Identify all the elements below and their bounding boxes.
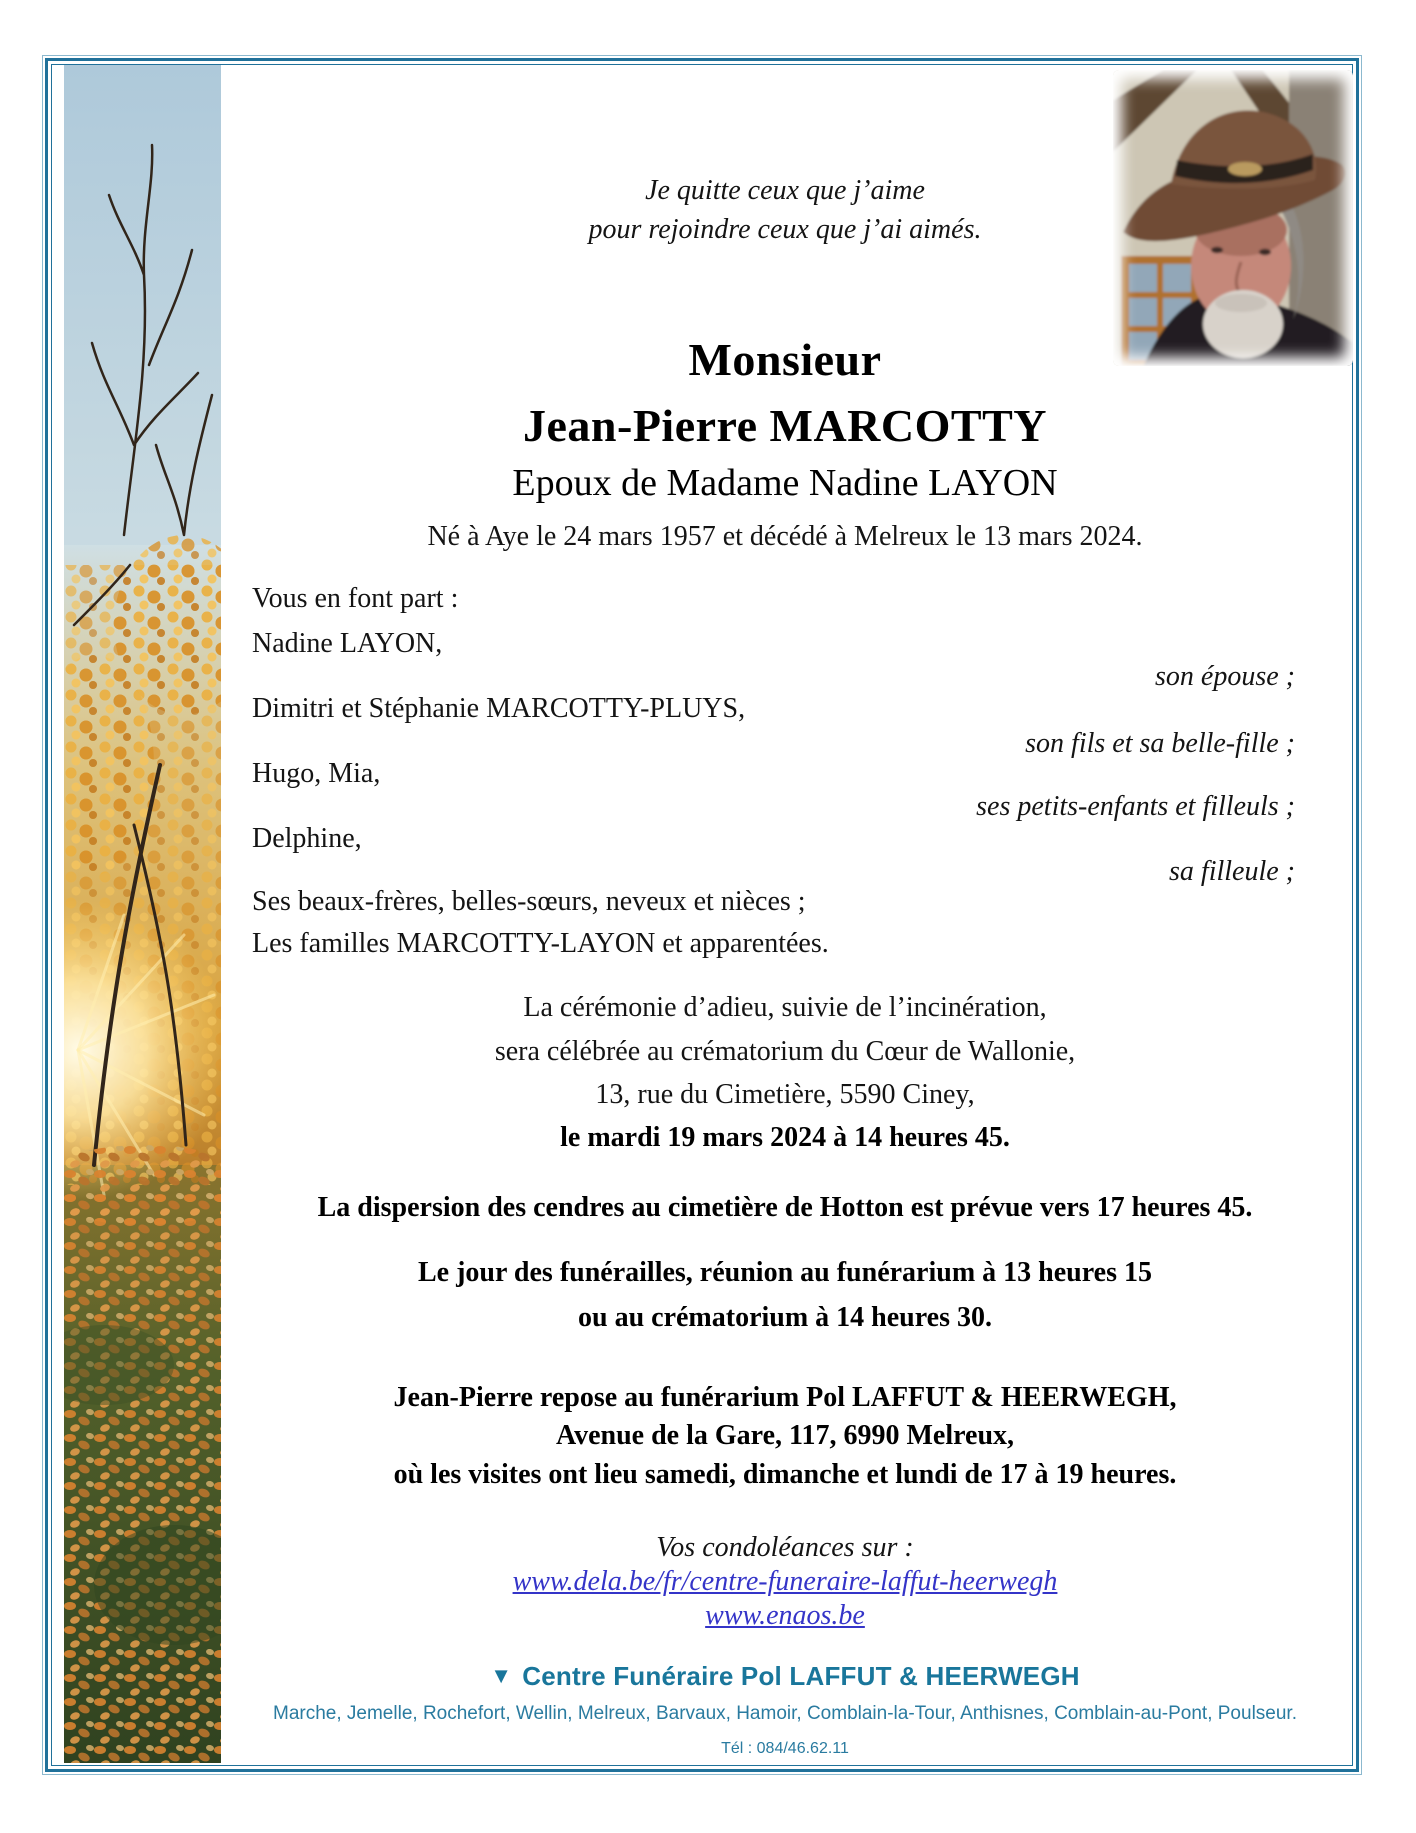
closing-line: Ses beaux-frères, belles-sœurs, neveux et nièces ;: [252, 886, 806, 917]
relative-relation: son épouse ;: [1155, 661, 1295, 692]
funeral-day-line: ou au crématorium à 14 heures 30.: [578, 1302, 992, 1333]
deceased-name: Jean-Pierre MARCOTTY: [523, 400, 1047, 451]
condolences-link-dela[interactable]: www.dela.be/fr/centre-funeraire-laffut-heerwegh: [512, 1566, 1058, 1597]
funeral-home-locations: Marche, Jemelle, Rochefort, Wellin, Melreux, Barvaux, Hamoir, Comblain-la-Tour, Anthisnes, Comblain-au-Pont, Poulseur.: [273, 1703, 1297, 1724]
relative-names: Nadine LAYON,: [252, 628, 443, 659]
repose-line: Jean-Pierre repose au funérarium Pol LAFFUT & HEERWEGH,: [393, 1382, 1177, 1413]
funeral-home-label: Centre Funéraire Pol LAFFUT & HEERWEGH: [522, 1661, 1080, 1691]
spouse-line: Epoux de Madame Nadine LAYON: [512, 462, 1058, 504]
closing-line: Les familles MARCOTTY-LAYON et apparentées.: [252, 928, 829, 959]
autumn-trees-photo: [64, 65, 221, 1765]
ashes-dispersion: La dispersion des cendres au cimetière de Hotton est prévue vers 17 heures 45.: [317, 1192, 1253, 1223]
triangle-down-icon: ▼: [490, 1663, 513, 1688]
autumn-trees-illustration: [64, 65, 221, 1763]
relative-names: Dimitri et Stéphanie MARCOTTY-PLUYS,: [252, 693, 746, 724]
funeral-home-phone: Tél : 084/46.62.11: [721, 1740, 849, 1757]
ceremony-line: sera célébrée au crématorium du Cœur de Wallonie,: [494, 1036, 1076, 1067]
announcement-intro: Vous en font part :: [252, 583, 459, 614]
condolences-link-enaos[interactable]: www.enaos.be: [705, 1600, 865, 1631]
page-border-frame: [42, 55, 1362, 1775]
relative-relation: son fils et sa belle-fille ;: [1025, 728, 1295, 759]
relative-names: Hugo, Mia,: [252, 758, 381, 789]
epigraph-line-1: Je quitte ceux que j’aime: [645, 175, 925, 206]
condolences-label: Vos condoléances sur :: [656, 1532, 914, 1563]
announcement-content: [222, 65, 1348, 1765]
repose-line: Avenue de la Gare, 117, 6990 Melreux,: [555, 1420, 1015, 1451]
ceremony-line: 13, rue du Cimetière, 5590 Ciney,: [595, 1079, 975, 1110]
funeral-home-name: [222, 1661, 1348, 1692]
relative-relation: sa filleule ;: [1169, 856, 1295, 887]
funeral-day-line: Le jour des funérailles, réunion au funérarium à 13 heures 15: [418, 1257, 1152, 1288]
relative-names: Delphine,: [252, 823, 362, 854]
epigraph-line-2: pour rejoindre ceux que j’ai aimés.: [588, 214, 982, 245]
ceremony-line: La cérémonie d’adieu, suivie de l’incinération,: [523, 992, 1047, 1023]
repose-line: où les visites ont lieu samedi, dimanche et lundi de 17 à 19 heures.: [393, 1459, 1177, 1490]
relative-relation: ses petits-enfants et filleuls ;: [976, 791, 1295, 822]
ceremony-date-time: le mardi 19 mars 2024 à 14 heures 45.: [560, 1122, 1010, 1153]
life-dates: Né à Aye le 24 mars 1957 et décédé à Melreux le 13 mars 2024.: [427, 521, 1143, 552]
salutation: Monsieur: [688, 334, 882, 385]
